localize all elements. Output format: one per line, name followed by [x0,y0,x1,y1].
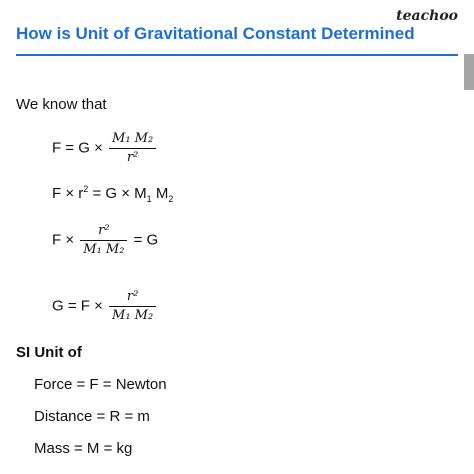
equation-4-numerator: r² [109,288,156,307]
equation-3-denominator: M₁ M₂ [83,242,125,257]
equation-1 [52,130,158,167]
teachoo-logo: teachoo [396,8,458,24]
equation-1-denominator: r² [126,150,139,165]
equation-2-part-b: = G × M [88,185,147,202]
page-title: How is Unit of Gravitational Constant Determined [16,24,415,43]
equation-3-numerator: r² [80,222,127,241]
equation-4-fraction [109,288,156,325]
unit-distance: Distance = R = m [34,408,150,425]
equation-2-subscript-2: 2 [168,194,174,204]
unit-mass: Mass = M = kg [34,440,133,457]
scrollbar-thumb[interactable] [464,54,474,90]
equation-2-superscript: 2 [83,184,89,194]
intro-text: We know that [16,96,107,113]
equation-3-lhs: F × [52,231,75,249]
equation-4-lhs: G = F × [52,297,103,315]
equation-2-subscript-1: 1 [146,194,152,204]
equation-3-rhs: = G [133,231,159,249]
equation-1-fraction [109,130,156,167]
equation-2 [52,184,173,204]
equation-2-part-a: F × r [52,185,84,202]
title-underline [16,54,458,56]
unit-force: Force = F = Newton [34,376,167,393]
equation-4 [52,288,158,325]
equation-2-part-c: M [151,185,169,202]
equation-3 [52,222,158,259]
equation-3-fraction [80,222,127,259]
equation-1-lhs: F = G × [52,139,103,157]
equation-4-denominator: M₁ M₂ [112,308,154,323]
equation-1-numerator: M₁ M₂ [109,130,156,149]
si-unit-heading: SI Unit of [16,344,82,361]
